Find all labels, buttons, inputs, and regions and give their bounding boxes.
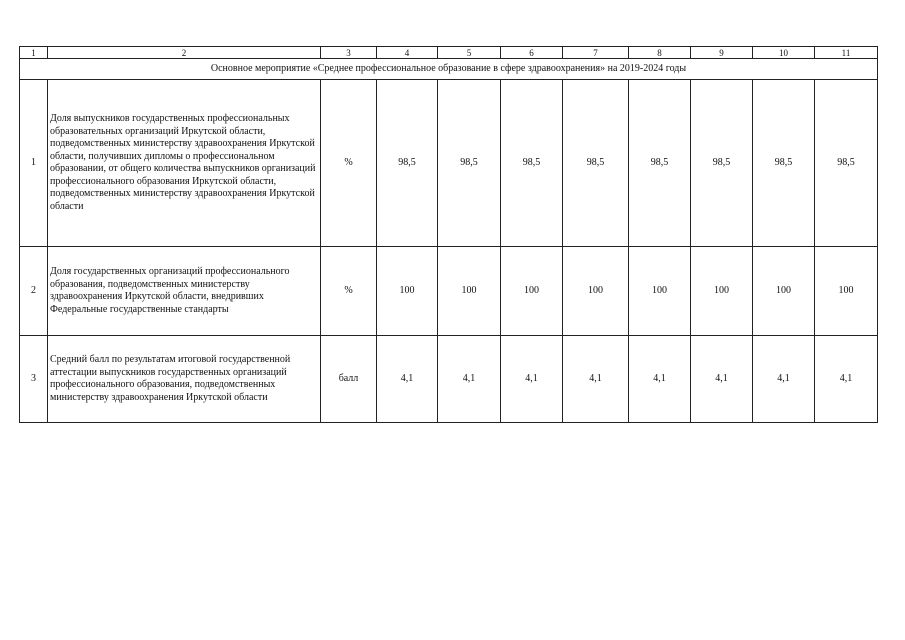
row-value: 98,5 xyxy=(438,80,501,247)
section-title: Основное мероприятие «Среднее профессиональное образование в сфере здравоохранения» на 2019-2024 годы xyxy=(20,59,878,80)
row-description: Доля государственных организаций профессионального образования, подведомственных министерству здравоохранения Иркутской области, внедривших Федеральные государственные стандарты xyxy=(50,266,290,315)
column-number: 6 xyxy=(501,47,563,59)
row-description-cell xyxy=(48,247,321,336)
row-value: 100 xyxy=(629,247,691,336)
section-row xyxy=(20,59,878,80)
column-number: 11 xyxy=(815,47,878,59)
table-row xyxy=(20,336,878,423)
row-value: 100 xyxy=(501,247,563,336)
row-value: 100 xyxy=(691,247,753,336)
column-number: 8 xyxy=(629,47,691,59)
row-value: 4,1 xyxy=(438,336,501,423)
row-value: 100 xyxy=(815,247,878,336)
row-description-cell xyxy=(48,80,321,247)
row-number: 1 xyxy=(20,80,48,247)
row-value: 98,5 xyxy=(691,80,753,247)
row-value: 4,1 xyxy=(691,336,753,423)
row-value: 4,1 xyxy=(753,336,815,423)
column-number: 4 xyxy=(377,47,438,59)
row-value: 98,5 xyxy=(501,80,563,247)
row-value: 100 xyxy=(438,247,501,336)
row-unit: балл xyxy=(321,336,377,423)
column-number: 7 xyxy=(563,47,629,59)
row-value: 98,5 xyxy=(815,80,878,247)
row-value: 98,5 xyxy=(753,80,815,247)
row-value: 100 xyxy=(753,247,815,336)
row-value: 98,5 xyxy=(377,80,438,247)
row-value: 4,1 xyxy=(563,336,629,423)
row-number: 2 xyxy=(20,247,48,336)
column-number: 3 xyxy=(321,47,377,59)
row-description-cell xyxy=(48,336,321,423)
column-number: 5 xyxy=(438,47,501,59)
column-number: 10 xyxy=(753,47,815,59)
row-value: 98,5 xyxy=(563,80,629,247)
row-value: 4,1 xyxy=(377,336,438,423)
row-value: 98,5 xyxy=(629,80,691,247)
row-value: 100 xyxy=(377,247,438,336)
row-description: Доля выпускников государственных профессиональных образовательных организаций Иркутской области, подведомственных министерству здравоохранения Иркутской области, получивших дипломы о профессиональном образовании, от общего количества выпускников организаций профессионального образования Иркутской области, подведомственных министерству здравоохранения Иркутской области xyxy=(50,113,316,212)
row-description: Средний балл по результатам итоговой государственной аттестации выпускников государственных организаций профессионального образования, подведомственных министерству здравоохранения Иркутской области xyxy=(50,354,291,403)
table-row xyxy=(20,247,878,336)
row-unit: % xyxy=(321,247,377,336)
row-value: 4,1 xyxy=(815,336,878,423)
row-unit: % xyxy=(321,80,377,247)
column-number: 9 xyxy=(691,47,753,59)
column-number: 2 xyxy=(48,47,321,59)
table-row xyxy=(20,80,878,247)
row-value: 4,1 xyxy=(629,336,691,423)
row-number: 3 xyxy=(20,336,48,423)
column-number-row xyxy=(20,47,878,59)
indicators-table xyxy=(19,46,878,423)
column-number: 1 xyxy=(20,47,48,59)
row-value: 100 xyxy=(563,247,629,336)
row-value: 4,1 xyxy=(501,336,563,423)
